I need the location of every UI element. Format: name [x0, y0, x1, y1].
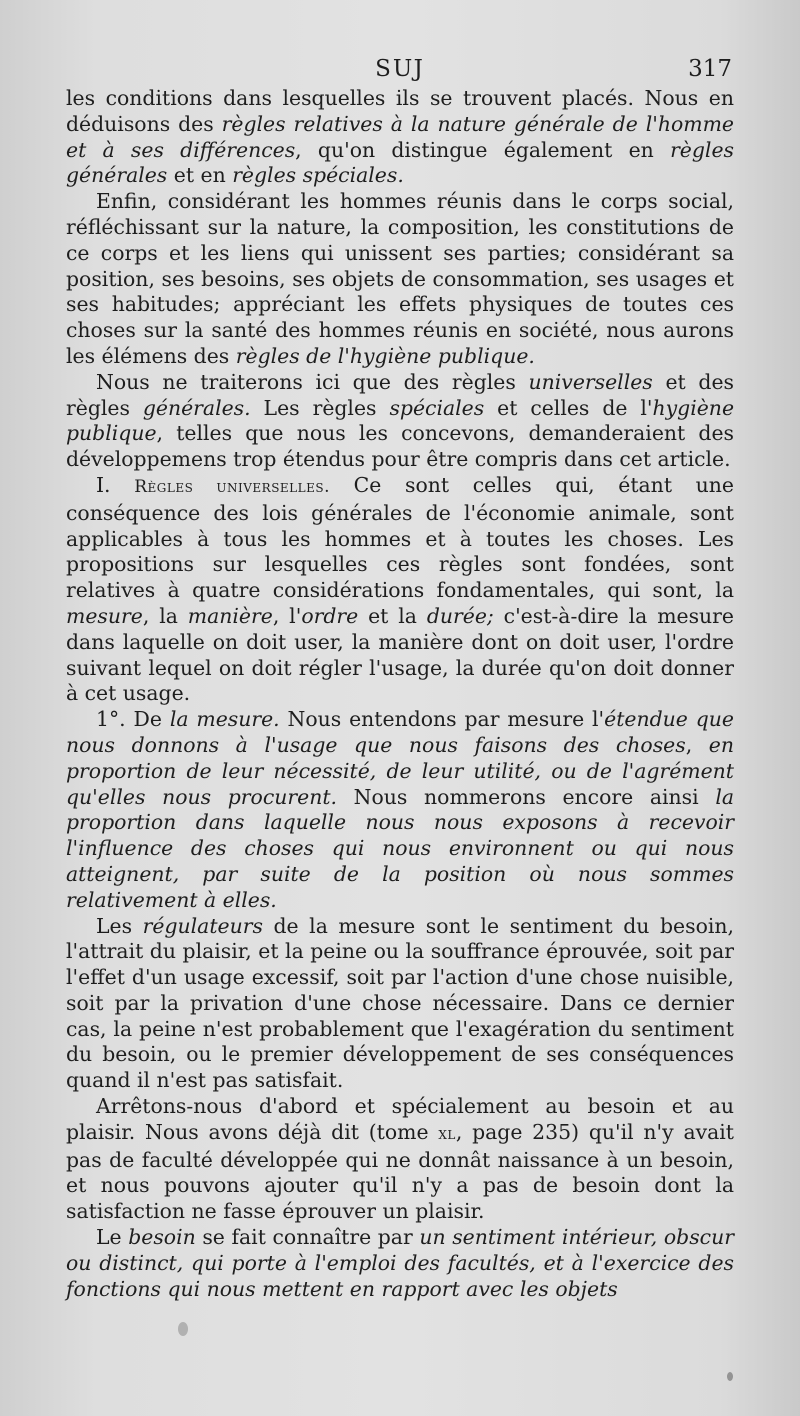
italic-run: universelles	[528, 369, 653, 394]
small-caps-run: xl	[438, 1123, 456, 1144]
page-number: 317	[688, 56, 732, 82]
text-run: , l'	[272, 603, 302, 628]
italic-run: en proportion de leur nécessité, de leur utilité, ou de l'agrément qu'elles nous procurent.	[66, 732, 734, 809]
paragraph-7	[66, 1225, 734, 1302]
italic-run: la mesure.	[169, 707, 280, 732]
text-run: , qu'on distingue également en	[295, 137, 671, 162]
italic-run: hygiène publique	[66, 395, 735, 446]
italic-run: ordre	[301, 603, 359, 628]
small-caps-run: Règles universelles.	[134, 476, 330, 497]
text-run: c'est-à-dire la mesure dans laquelle on doit user, la manière dont on doit user, l'ordre suivant lequel on doit régler l'usage, la durée qu'on doit donner à cet usage.	[66, 603, 735, 706]
italic-run: règles spéciales.	[232, 163, 404, 188]
text-run: , page 235) qu'il n'y avait pas de faculté développée qui ne donnât naissance à un besoin, et nous pouvons ajouter qu'il n'y a pas de besoin dont la satisfaction ne fasse éprouver un plaisir.	[66, 1119, 735, 1224]
italic-run: étendue que nous donnons à l'usage que nous faisons des choses	[66, 707, 734, 757]
italic-run: spéciales	[389, 395, 485, 420]
italic-run: un sentiment intérieur, obscur ou distinct, qui porte à l'emploi des facultés, et à l'exercice des fonctions qui nous mettent en rapport avec les objets	[66, 1225, 734, 1301]
text-run: Les	[96, 913, 143, 938]
italic-run: manière	[187, 603, 273, 628]
paragraph-1	[66, 189, 734, 370]
paragraph-5	[66, 914, 734, 1095]
italic-run: générales.	[142, 395, 251, 420]
text-run: et celles de l'	[484, 395, 653, 420]
paragraph-6	[66, 1094, 734, 1225]
paragraph-3	[66, 473, 734, 707]
italic-run: durée;	[426, 603, 494, 628]
italic-run: règles relatives à la nature générale de l'homme et à ses différences	[66, 111, 734, 162]
text-run: Les règles	[250, 395, 390, 420]
text-run: Arrêtons-nous d'abord et spécialement au besoin et au plaisir. Nous avons déjà dit (tome	[66, 1094, 734, 1144]
ink-speck	[727, 1372, 733, 1381]
italic-run: mesure	[66, 603, 143, 628]
text-run: et des règles	[66, 369, 734, 420]
text-run: I.	[96, 472, 135, 497]
text-run: de la mesure sont le sentiment du besoin, l'attrait du plaisir, et la peine ou la souffrance éprouvée, soit par l'effet d'un usage excessif, soit par l'action d'une chose nuisible, soit par la privation d'une chose nécessaire. Dans ce dernier cas, la peine n'est probablement que l'exagération du sentiment du besoin, ou le premier développement de ses conséquences quand il n'est pas satisfait.	[66, 913, 734, 1093]
text-run: Nous entendons par mesure l'	[279, 707, 605, 732]
ink-spot	[178, 1322, 188, 1336]
text-run: 1°. De	[96, 707, 170, 732]
paragraph-0	[66, 86, 734, 189]
paragraph-2	[66, 370, 734, 473]
italic-run: la proportion dans laquelle nous nous exposons à recevoir l'influence des choses qui nous environnent ou qui nous atteignent, par suite de la position où nous sommes relativement à elles.	[66, 784, 734, 912]
italic-run: besoin	[128, 1225, 196, 1250]
text-run: les conditions dans lesquelles ils se trouvent placés. Nous en déduisons des	[66, 86, 734, 136]
text-run: Le	[96, 1225, 129, 1250]
text-run: et la	[358, 603, 427, 628]
text-run: Nous nommerons encore ainsi	[337, 784, 716, 809]
text-run: , telles que nous les concevons, demanderaient des développemens trop étendus pour être compris dans cet article.	[66, 421, 734, 472]
text-run: ,	[685, 732, 709, 757]
text-run: et en	[167, 163, 233, 188]
text-run: Nous ne traiterons ici que des règles	[96, 369, 529, 394]
text-run: , la	[142, 603, 188, 628]
text-run: Ce sont celles qui, étant une conséquence des lois générales de l'économie animale, sont applicables à tous les hommes et à toutes les choses. Les propositions sur lesquelles ces règles sont fondées, sont relatives à quatre considérations fondamentales, qui sont, la	[66, 472, 734, 603]
italic-run: régulateurs	[142, 913, 263, 938]
running-title: SUJ	[375, 56, 425, 82]
italic-run: règles générales	[66, 137, 734, 188]
body-text	[66, 86, 734, 1302]
paragraph-4	[66, 707, 734, 913]
italic-run: règles de l'hygiène publique.	[235, 343, 535, 368]
text-run: se fait connaître par	[195, 1225, 420, 1250]
text-run: Enfin, considérant les hommes réunis dans le corps social, réfléchissant sur la nature, la composition, les constitutions de ce corps et les liens qui unissent ses parties; considérant sa position, ses besoins, ses objets de consommation, ses usages et ses habitudes; appréciant les effets physiques de toutes ces choses sur la santé des hommes réunis en société, nous aurons les élémens des	[66, 189, 734, 368]
